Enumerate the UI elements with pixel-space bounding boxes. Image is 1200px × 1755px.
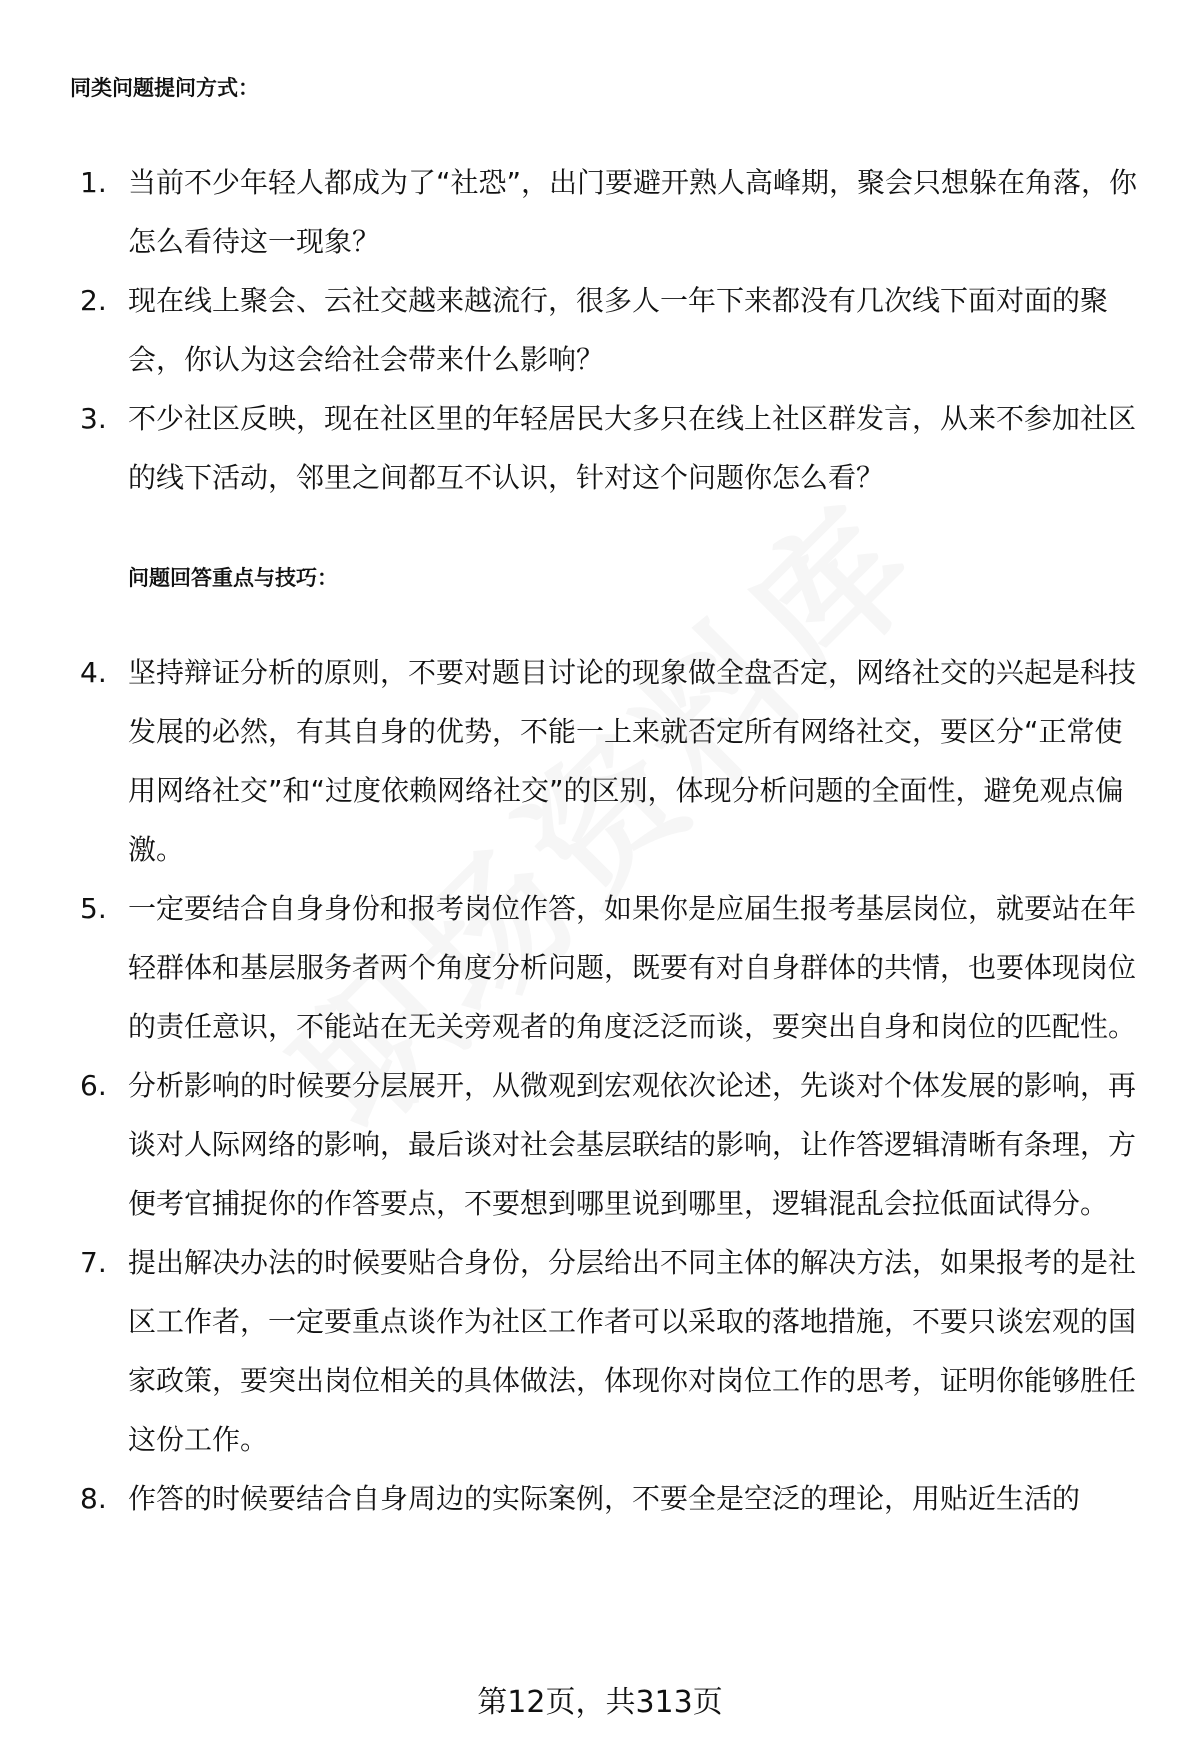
list-item xyxy=(80,879,1145,1056)
section-heading-similar-questions: 同类问题提问方式： xyxy=(70,76,259,100)
item-number: 3. xyxy=(80,402,107,435)
list-item xyxy=(80,643,1145,879)
list-item xyxy=(80,1233,1145,1469)
item-text: 不少社区反映，现在社区里的年轻居民大多只在线上社区群发言，从来不参加社区的线下活动，邻里之间都互不认识，针对这个问题你怎么看？ xyxy=(128,402,1137,494)
list-item xyxy=(80,1469,1145,1528)
page-number-footer: 第12页，共313页 xyxy=(477,1685,723,1720)
list-item xyxy=(80,389,1145,507)
item-text: 坚持辩证分析的原则，不要对题目讨论的现象做全盘否定，网络社交的兴起是科技发展的必然，有其自身的优势，不能一上来就否定所有网络社交，要区分“正常使用网络社交”和“过度依赖网络社交”的区别，体现分析问题的全面性，避免观点偏激。 xyxy=(128,656,1137,866)
item-number: 8. xyxy=(80,1482,107,1515)
item-number: 5. xyxy=(80,892,107,925)
item-text: 当前不少年轻人都成为了“社恐”，出门要避开熟人高峰期，聚会只想躲在角落，你怎么看待这一现象？ xyxy=(128,166,1138,258)
item-text: 分析影响的时候要分层展开，从微观到宏观依次论述，先谈对个体发展的影响，再谈对人际网络的影响，最后谈对社会基层联结的影响，让作答逻辑清晰有条理，方便考官捕捉你的作答要点，不要想到哪里说到哪里，逻辑混乱会拉低面试得分。 xyxy=(128,1069,1137,1220)
item-text: 现在线上聚会、云社交越来越流行，很多人一年下来都没有几次线下面对面的聚会，你认为这会给社会带来什么影响？ xyxy=(128,284,1109,376)
item-text: 提出解决办法的时候要贴合身份，分层给出不同主体的解决方法，如果报考的是社区工作者，一定要重点谈作为社区工作者可以采取的落地措施，不要只谈宏观的国家政策，要突出岗位相关的具体做法，体现你对岗位工作的思考，证明你能够胜任这份工作。 xyxy=(128,1246,1137,1456)
item-number: 2. xyxy=(80,284,107,317)
item-text: 一定要结合自身身份和报考岗位作答，如果你是应届生报考基层岗位，就要站在年轻群体和基层服务者两个角度分析问题，既要有对自身群体的共情，也要体现岗位的责任意识，不能站在无关旁观者的角度泛泛而谈，要突出自身和岗位的匹配性。 xyxy=(128,892,1137,1043)
item-number: 6. xyxy=(80,1069,107,1102)
answer-tips-list xyxy=(80,643,1145,1528)
item-number: 1. xyxy=(80,166,107,199)
list-item xyxy=(80,1056,1145,1233)
list-item xyxy=(80,153,1145,271)
item-number: 4. xyxy=(80,656,107,689)
item-number: 7. xyxy=(80,1246,107,1279)
item-text: 作答的时候要结合自身周边的实际案例，不要全是空泛的理论，用贴近生活的 xyxy=(128,1482,1081,1515)
section-heading-answer-tips: 问题回答重点与技巧： xyxy=(128,566,338,590)
similar-questions-list xyxy=(80,153,1145,507)
list-item xyxy=(80,271,1145,389)
